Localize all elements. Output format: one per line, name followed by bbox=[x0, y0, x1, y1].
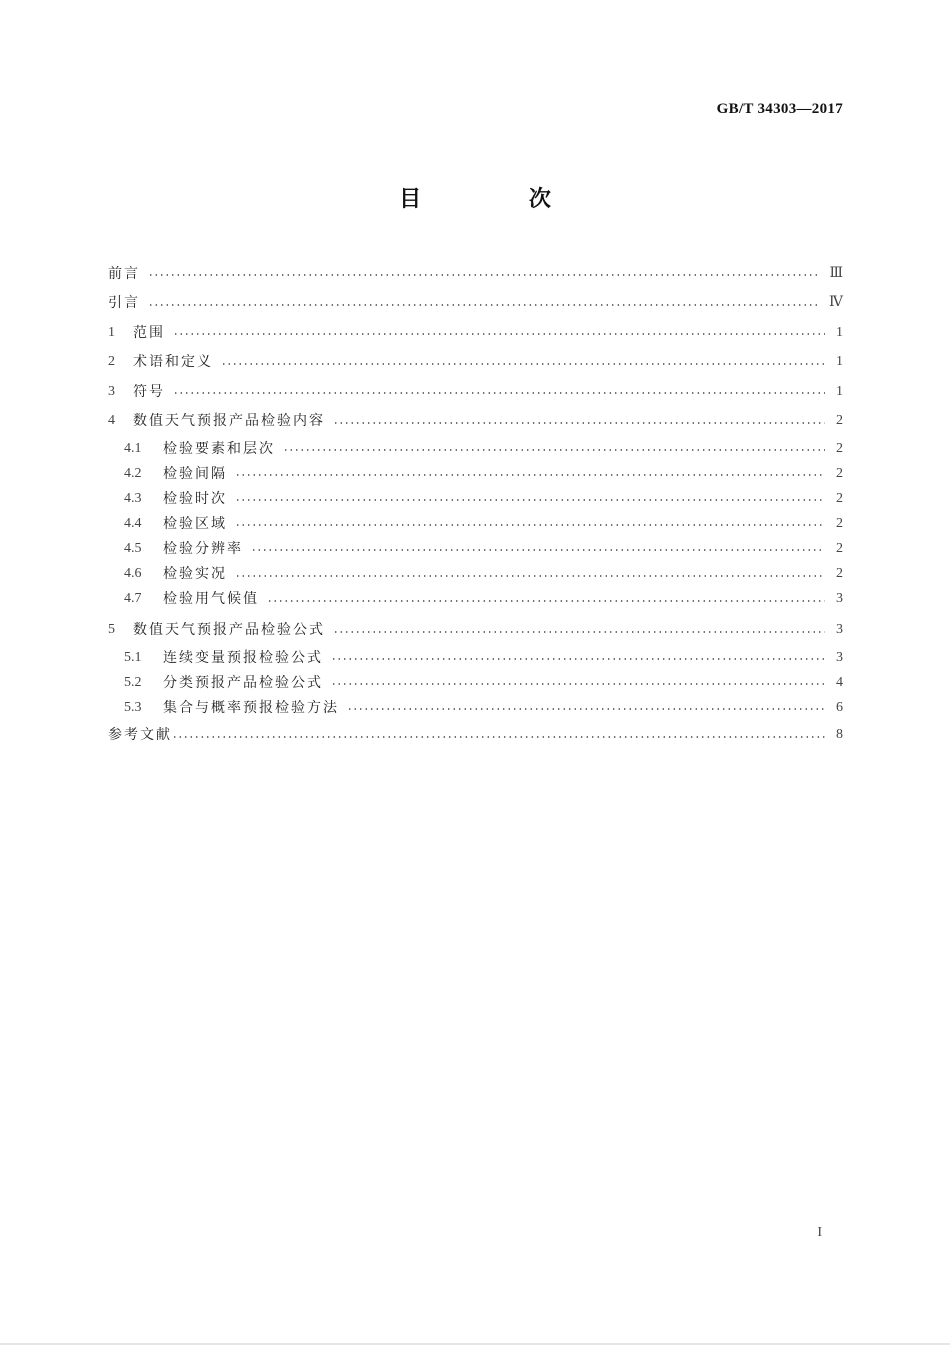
toc-entry-page: 2 bbox=[836, 413, 843, 429]
toc-entry-number: 4.1 bbox=[124, 440, 142, 456]
toc-entry-5[interactable] bbox=[108, 616, 843, 646]
toc-entry-number: 4.7 bbox=[124, 591, 142, 607]
toc-entry-label: 集合与概率预报检验方法 bbox=[163, 699, 339, 716]
toc-leader-dots bbox=[148, 274, 821, 276]
toc-entry-label: 检验要素和层次 bbox=[163, 440, 275, 457]
toc-entry-page: 2 bbox=[836, 465, 843, 481]
toc-entry-label: 数值天气预报产品检验公式 bbox=[133, 622, 325, 639]
toc-entry-number: 2 bbox=[108, 354, 115, 370]
toc-entry-1[interactable] bbox=[108, 318, 843, 348]
toc-entry-number: 5.3 bbox=[124, 699, 142, 715]
toc-entry-number: 5.2 bbox=[124, 674, 142, 690]
toc-entry-page: Ⅳ bbox=[829, 295, 843, 311]
toc-entry-number: 4.5 bbox=[124, 540, 142, 556]
toc-entry-4-5[interactable] bbox=[108, 536, 843, 561]
toc-entry-page: 8 bbox=[836, 727, 843, 743]
toc-entry-label: 前言 bbox=[108, 265, 140, 282]
toc-entry-5-1[interactable] bbox=[108, 645, 843, 670]
standard-code: GB/T 34303—2017 bbox=[716, 101, 843, 117]
toc-entry-3[interactable] bbox=[108, 377, 843, 407]
toc-leader-dots bbox=[267, 600, 825, 602]
toc-entry-label: 检验用气候值 bbox=[163, 591, 259, 608]
toc-leader-dots bbox=[283, 449, 825, 451]
toc-entry-label: 分类预报产品检验公式 bbox=[163, 674, 323, 691]
toc-entry-number: 3 bbox=[108, 383, 115, 399]
toc-entry-label: 检验分辨率 bbox=[163, 540, 243, 557]
toc-entry-2[interactable] bbox=[108, 348, 843, 378]
toc-leader-dots bbox=[173, 392, 825, 394]
toc-entry-page: 2 bbox=[836, 490, 843, 506]
toc-entry-number: 4.4 bbox=[124, 515, 142, 531]
toc-entry-5-3[interactable] bbox=[108, 695, 843, 720]
toc-entry-page: Ⅲ bbox=[829, 265, 843, 281]
toc-entry-introduction[interactable] bbox=[108, 289, 843, 319]
toc-entry-page: 4 bbox=[836, 674, 843, 690]
table-of-contents bbox=[108, 259, 843, 750]
toc-entry-5-2[interactable] bbox=[108, 670, 843, 695]
toc-leader-dots bbox=[333, 422, 825, 424]
toc-entry-number: 4 bbox=[108, 413, 115, 429]
toc-entry-label: 检验区域 bbox=[163, 515, 227, 532]
toc-leader-dots bbox=[173, 333, 825, 335]
toc-entry-label: 参考文献 bbox=[108, 727, 172, 744]
toc-entry-number: 5.1 bbox=[124, 649, 142, 665]
toc-entry-label: 符号 bbox=[133, 383, 165, 400]
toc-entry-page: 1 bbox=[836, 383, 843, 399]
toc-entry-label: 术语和定义 bbox=[133, 354, 213, 371]
toc-leader-dots bbox=[331, 683, 825, 685]
toc-leader-dots bbox=[172, 736, 825, 738]
toc-leader-dots bbox=[347, 708, 825, 710]
toc-entry-4-1[interactable] bbox=[108, 436, 843, 461]
toc-leader-dots bbox=[221, 363, 825, 365]
toc-entry-4-6[interactable] bbox=[108, 561, 843, 586]
toc-entry-page: 2 bbox=[836, 566, 843, 582]
page-number: I bbox=[817, 1225, 822, 1240]
toc-entry-number: 4.3 bbox=[124, 490, 142, 506]
toc-entry-number: 1 bbox=[108, 324, 115, 340]
toc-leader-dots bbox=[251, 549, 825, 551]
toc-entry-page: 1 bbox=[836, 354, 843, 370]
toc-entry-page: 6 bbox=[836, 699, 843, 715]
toc-leader-dots bbox=[333, 631, 825, 633]
toc-entry-label: 检验间隔 bbox=[163, 465, 227, 482]
toc-entry-label: 连续变量预报检验公式 bbox=[163, 649, 323, 666]
toc-entry-label: 检验时次 bbox=[163, 490, 227, 507]
toc-entry-page: 2 bbox=[836, 515, 843, 531]
toc-entry-4-4[interactable] bbox=[108, 511, 843, 536]
toc-title: 目 次 bbox=[399, 187, 601, 212]
toc-entry-page: 3 bbox=[836, 622, 843, 638]
toc-entry-bibliography[interactable] bbox=[108, 720, 843, 750]
toc-entry-4-7[interactable] bbox=[108, 587, 843, 612]
toc-entry-page: 3 bbox=[836, 591, 843, 607]
toc-leader-dots bbox=[235, 499, 825, 501]
toc-entry-page: 3 bbox=[836, 649, 843, 665]
toc-entry-page: 2 bbox=[836, 540, 843, 556]
toc-entry-label: 范围 bbox=[133, 324, 165, 341]
toc-entry-label: 引言 bbox=[108, 295, 140, 312]
toc-leader-dots bbox=[331, 658, 825, 660]
toc-entry-4-3[interactable] bbox=[108, 486, 843, 511]
toc-entry-page: 2 bbox=[836, 440, 843, 456]
toc-entry-4[interactable] bbox=[108, 407, 843, 437]
toc-entry-foreword[interactable] bbox=[108, 259, 843, 289]
toc-leader-dots bbox=[235, 474, 825, 476]
toc-entry-4-2[interactable] bbox=[108, 461, 843, 486]
toc-entry-label: 检验实况 bbox=[163, 566, 227, 583]
toc-entry-number: 4.6 bbox=[124, 566, 142, 582]
toc-entry-number: 5 bbox=[108, 622, 115, 638]
toc-entry-number: 4.2 bbox=[124, 465, 142, 481]
toc-entry-page: 1 bbox=[836, 324, 843, 340]
toc-leader-dots bbox=[235, 575, 825, 577]
toc-entry-label: 数值天气预报产品检验内容 bbox=[133, 413, 325, 430]
toc-leader-dots bbox=[235, 524, 825, 526]
toc-leader-dots bbox=[148, 304, 821, 306]
